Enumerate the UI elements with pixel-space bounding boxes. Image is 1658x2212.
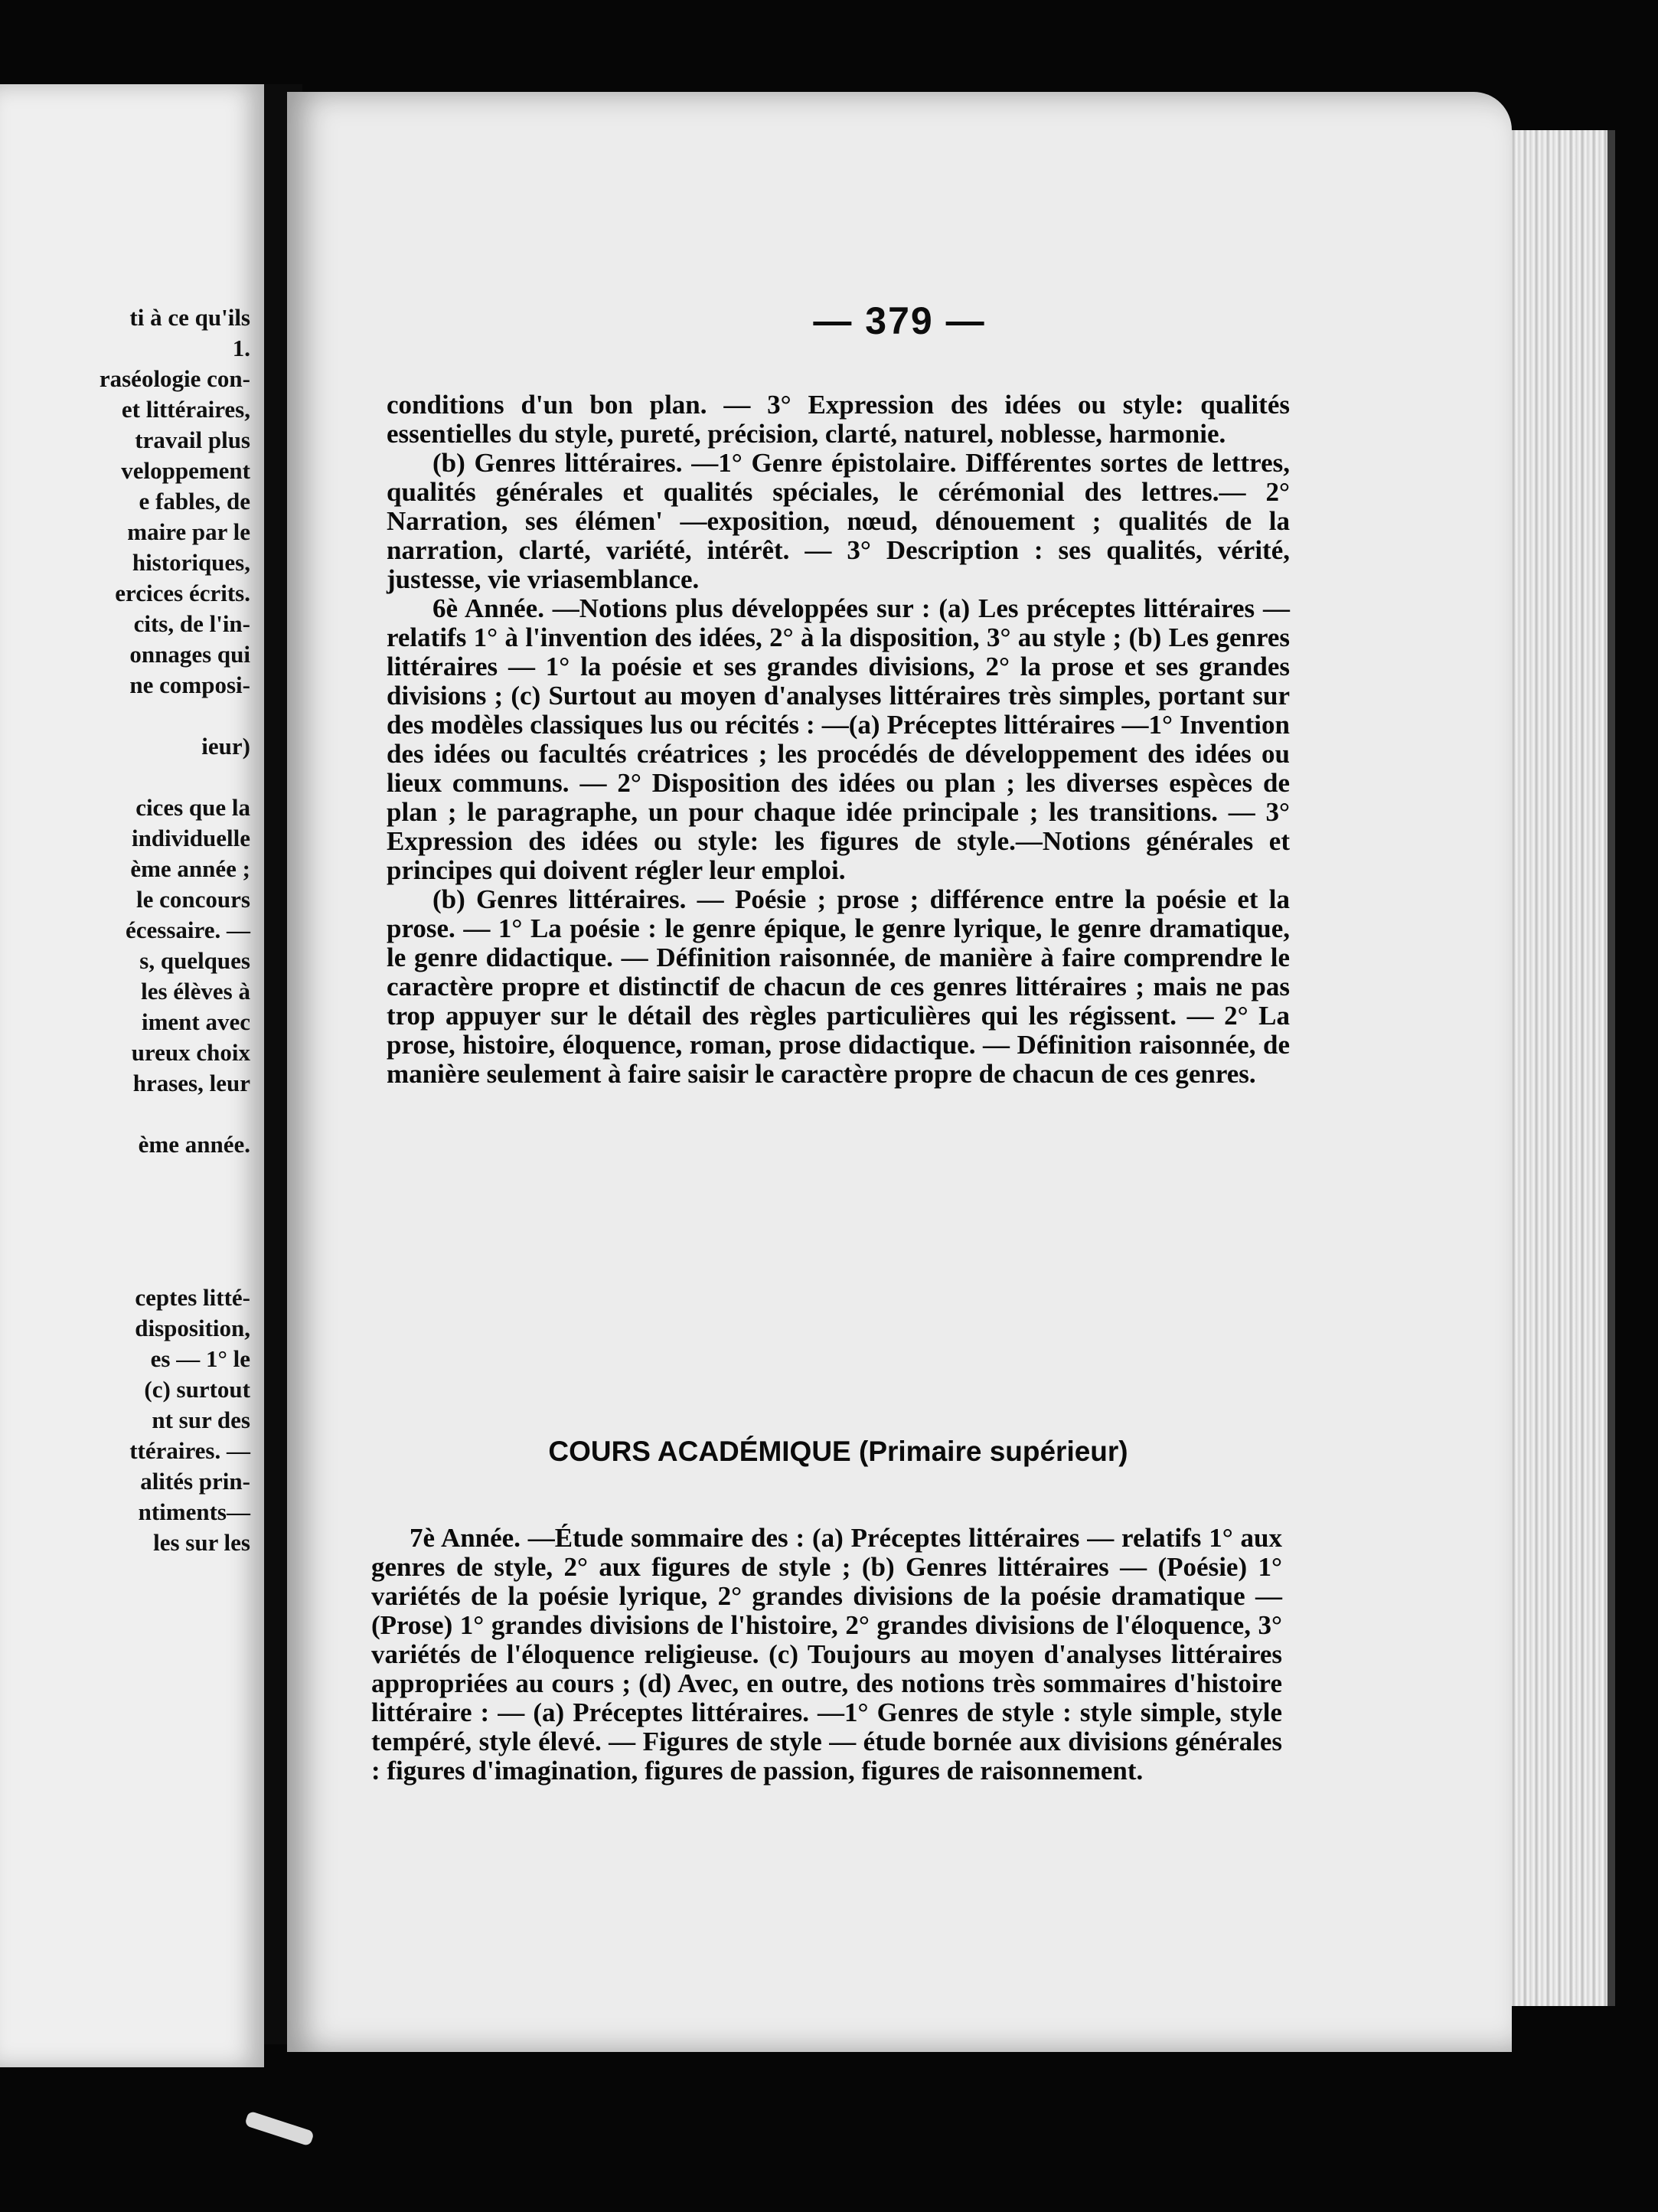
left-page-line: individuelle	[131, 825, 250, 851]
left-page-line: onnages qui	[129, 641, 250, 668]
left-page-line: s, quelques	[139, 947, 250, 974]
left-page-line: ti à ce qu'ils	[129, 304, 250, 331]
left-page-line: ercices écrits.	[115, 580, 250, 606]
left-page-line: écessaire. —	[126, 916, 250, 943]
main-text-block	[387, 390, 1290, 1089]
left-page-fragment	[0, 84, 264, 2067]
left-page-line: historiques,	[132, 549, 250, 576]
left-page-line: iment avec	[141, 1008, 250, 1035]
left-page-line: ne composi-	[129, 671, 250, 698]
left-page-line: alités prin-	[140, 1468, 250, 1495]
left-page-line: et littéraires,	[121, 396, 250, 423]
left-page-line: 1.	[232, 335, 250, 361]
left-page-line: les sur les	[153, 1529, 250, 1556]
scan-artifact	[244, 2111, 315, 2147]
left-page-line: ceptes litté-	[135, 1284, 250, 1311]
right-page	[287, 92, 1512, 2052]
left-page-line: cices que la	[135, 794, 250, 821]
left-page-line: ttéraires. —	[129, 1437, 250, 1464]
left-page-line: raséologie con-	[99, 365, 250, 392]
paragraph-4: (b) Genres littéraires. — Poésie ; prose ; différence entre la poésie et la prose. — 1° La poésie : le genre épique, le genre lyrique, le genre dramatique, le genre didactique. — Définition raisonnée, de manière à faire comprendre le caractère propre et distinctif de chacun de ces genres littéraires ; mais ne pas trop appuyer sur le détail des règles particulières qui les régissent. — 2° La prose, histoire, éloquence, roman, prose didactique. — Définition raisonnée, de manière seulement à faire saisir le caractère propre de chacun de ces genres.	[387, 884, 1290, 1089]
page-number: — 379 —	[813, 299, 986, 342]
left-page-line: le concours	[136, 886, 250, 913]
left-page-line: disposition,	[135, 1315, 250, 1341]
left-page-line: les élèves à	[141, 978, 250, 1005]
academic-text-block	[371, 1524, 1282, 1786]
section-heading: COURS ACADÉMIQUE (Primaire supérieur)	[548, 1436, 1128, 1467]
left-page-line: ème année.	[138, 1131, 250, 1158]
left-page-line: cits, de l'in-	[133, 610, 250, 637]
paragraph-1: conditions d'un bon plan. — 3° Expression des idées ou style: qualités essentielles du style, pureté, précision, clarté, naturel, noblesse, harmonie.	[387, 390, 1290, 449]
left-page-line: (c) surtout	[144, 1376, 250, 1403]
paragraph-3: 6è Année. —Notions plus développées sur : (a) Les préceptes littéraires — relatifs 1° à l'invention des idées, 2° à la disposition, 3° au style ; (b) Les genres littéraires — 1° la poésie et ses grandes divisions, 2° la prose et ses grandes divisions ; (c) Surtout au moyen d'analyses littéraires très simples, portant sur des modèles classiques lus ou récités : —(a) Préceptes littéraires —1° Invention des idées ou facultés créatrices ; les procédés de développement des idées ou lieux communs. — 2° Disposition des idées ou plan ; les diverses espèces de plan ; le paragraphe, un pour chaque idée principale ; les transitions. — 3° Expression des idées ou style: les figures de style.—Notions générales et principes qui doivent régler leur emploi.	[387, 593, 1290, 885]
left-page-line: travail plus	[135, 426, 250, 453]
paragraph-5: 7è Année. —Étude sommaire des : (a) Préceptes littéraires — relatifs 1° aux genres de style, 2° aux figures de style ; (b) Genres littéraires — (Poésie) 1° variétés de la poésie lyrique, 2° grandes divisions de la poésie dramatique — (Prose) 1° grandes divisions de l'histoire, 2° grandes divisions de l'éloquence, 3° variétés de l'éloquence religieuse. (c) Toujours au moyen d'analyses littéraires appropriées au cours ; (d) Avec, en outre, des notions très sommaires d'histoire littéraire : — (a) Préceptes littéraires. —1° Genres de style : style simple, style tempéré, style élevé. — Figures de style — étude bornée aux divisions générales : figures d'imagination, figures de passion, figures de raisonnement.	[371, 1523, 1282, 1786]
left-page-line: ntiments—	[138, 1498, 250, 1525]
left-page-line: e fables, de	[139, 488, 250, 515]
left-page-line: veloppement	[121, 457, 250, 484]
left-page-line: ème année ;	[130, 855, 250, 882]
left-page-line: ieur)	[201, 733, 250, 760]
left-page-line: hrases, leur	[132, 1070, 250, 1096]
left-page-line: nt sur des	[152, 1407, 250, 1433]
left-page-line: maire par le	[127, 518, 250, 545]
left-page-line: es — 1° le	[150, 1345, 250, 1372]
paragraph-2: (b) Genres littéraires. —1° Genre épistolaire. Différentes sortes de lettres, qualités générales et qualités spéciales, le cérémonial des lettres.— 2° Narration, ses élémen' —exposition, nœud, dénouement ; qualités de la narration, clarté, variété, intérêt. — 3° Description : ses qualités, vérité, justesse, vie vriasemblance.	[387, 448, 1290, 594]
left-page-line: ureux choix	[131, 1039, 250, 1066]
